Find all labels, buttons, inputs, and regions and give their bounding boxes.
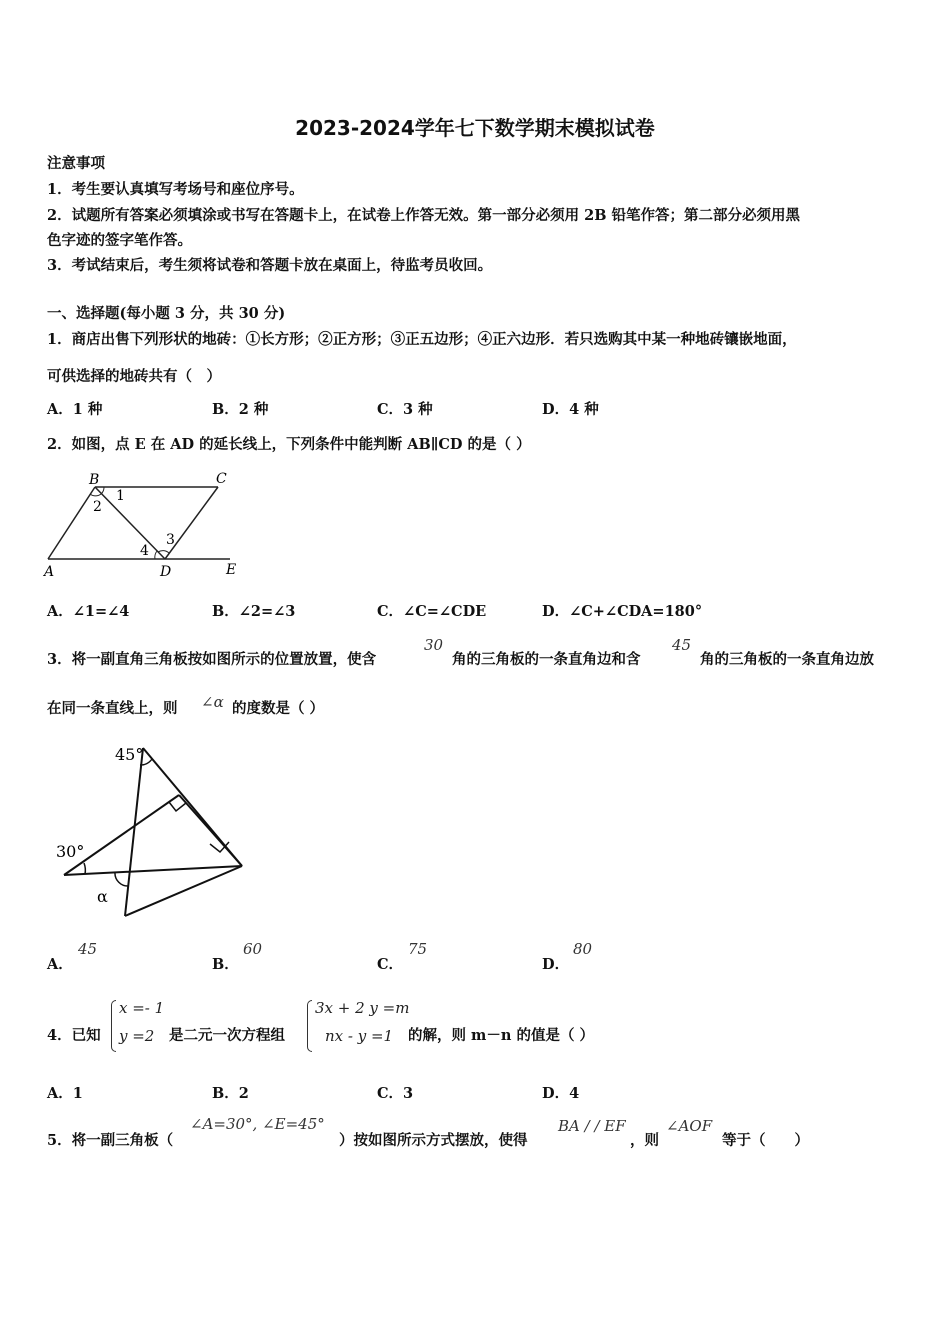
- q3-option-c: C．: [377, 956, 404, 973]
- q2-option-c: C．∠C=∠CDE: [377, 603, 487, 620]
- q3-option-b: B．: [212, 956, 239, 973]
- q3-stem-line2b: 的度数是（ ）: [232, 700, 325, 717]
- q1-option-a: A．1 种: [47, 401, 103, 418]
- q3-stem-part3: 角的三角板的一条直角边放: [700, 651, 874, 668]
- q2-angle-1: 1: [116, 488, 125, 504]
- q4-option-a: A．1: [47, 1085, 83, 1102]
- q5-math-angle: ∠AOF: [666, 1117, 713, 1135]
- q3-option-b-value: 60: [243, 940, 263, 958]
- note-1: 1．考生要认真填写考场号和座位序号。: [47, 181, 304, 198]
- q4-system1-eq1: x =- 1: [119, 999, 165, 1017]
- q2-angle-2: 2: [93, 499, 102, 515]
- q2-angle-3: 3: [166, 532, 175, 548]
- q2-label-c: C: [216, 471, 227, 487]
- q3-option-c-value: 75: [408, 940, 428, 958]
- q3-label-alpha: α: [97, 887, 108, 906]
- q2-option-d: D．∠C+∠CDA=180°: [542, 603, 703, 620]
- q4-mid: 是二元一次方程组: [169, 1027, 285, 1044]
- q4-option-d: D．4: [542, 1085, 580, 1102]
- q1-option-b: B．2 种: [212, 401, 269, 418]
- note-2-line2: 色字迹的签字笔作答。: [47, 232, 192, 249]
- q2-label-a: A: [44, 564, 55, 580]
- q2-label-d: D: [160, 564, 172, 580]
- q5-part4: 等于（ ）: [722, 1132, 809, 1149]
- q1-stem-line1: 1．商店出售下列形状的地砖：①长方形；②正方形；③正五边形；④正六边形．若只选购其中某一种地砖镶嵌地面，: [47, 331, 797, 348]
- q3-math-45: 45: [672, 636, 692, 654]
- q3-option-a: A．: [47, 956, 73, 973]
- note-3: 3．考试结束后，考生须将试卷和答题卡放在桌面上，待监考员收回。: [47, 257, 493, 274]
- q4-suffix: 的解，则 m－n 的值是（ ）: [408, 1027, 595, 1044]
- q3-stem-line2a: 在同一条直线上，则: [47, 700, 178, 717]
- page-title: 2023-2024学年七下数学期末模拟试卷: [295, 116, 655, 140]
- q3-math-30: 30: [424, 636, 444, 654]
- q4-system2-eq1: 3x + 2 y =m: [315, 999, 410, 1017]
- q4-system2-brace: [307, 1000, 312, 1052]
- q1-stem-line2: 可供选择的地砖共有（ ）: [47, 368, 221, 385]
- q5-math-conditions: ∠A=30°, ∠E=45°: [190, 1115, 325, 1133]
- section-heading: 一、选择题(每小题 3 分，共 30 分): [47, 305, 286, 322]
- q2-label-e: E: [226, 562, 237, 578]
- q5-math-parallel: BA / / EF: [558, 1117, 626, 1135]
- q3-option-d-value: 80: [573, 940, 593, 958]
- q4-option-c: C．3: [377, 1085, 414, 1102]
- q2-label-b: B: [89, 472, 100, 488]
- q3-math-alpha: ∠α: [201, 693, 224, 711]
- note-2-line1: 2．试题所有答案必须填涂或书写在答题卡上，在试卷上作答无效。第一部分必须用 2B 铅笔作答；第二部分必须用黑: [47, 207, 801, 224]
- q4-prefix: 4．已知: [47, 1027, 101, 1044]
- notes-heading: 注意事项: [47, 155, 105, 172]
- q4-system1-brace: [111, 1000, 116, 1052]
- q2-option-b: B．∠2=∠3: [212, 603, 296, 620]
- q1-option-c: C．3 种: [377, 401, 433, 418]
- q3-stem-part2: 角的三角板的一条直角边和含: [452, 651, 641, 668]
- q4-system2-eq2: nx - y =1: [325, 1027, 394, 1045]
- q2-figure: [40, 466, 250, 582]
- q1-option-d: D．4 种: [542, 401, 599, 418]
- q3-label-45deg: 45°: [115, 745, 144, 764]
- q4-system1-eq2: y =2: [119, 1027, 155, 1045]
- q5-part2: ）按如图所示方式摆放，使得: [339, 1132, 528, 1149]
- q2-stem: 2．如图，点 E 在 AD 的延长线上，下列条件中能判断 AB∥CD 的是（ ）: [47, 436, 531, 453]
- q4-option-b: B．2: [212, 1085, 249, 1102]
- q5-part3: ，则: [630, 1132, 659, 1149]
- q3-option-a-value: 45: [78, 940, 98, 958]
- q3-label-30deg: 30°: [56, 842, 85, 861]
- q3-figure: [52, 740, 252, 925]
- q2-option-a: A．∠1=∠4: [47, 603, 130, 620]
- q2-angle-4: 4: [140, 543, 149, 559]
- q5-part1: 5．将一副三角板（: [47, 1132, 174, 1149]
- q3-option-d: D．: [542, 956, 570, 973]
- q3-stem-part1: 3．将一副直角三角板按如图所示的位置放置，使含: [47, 651, 377, 668]
